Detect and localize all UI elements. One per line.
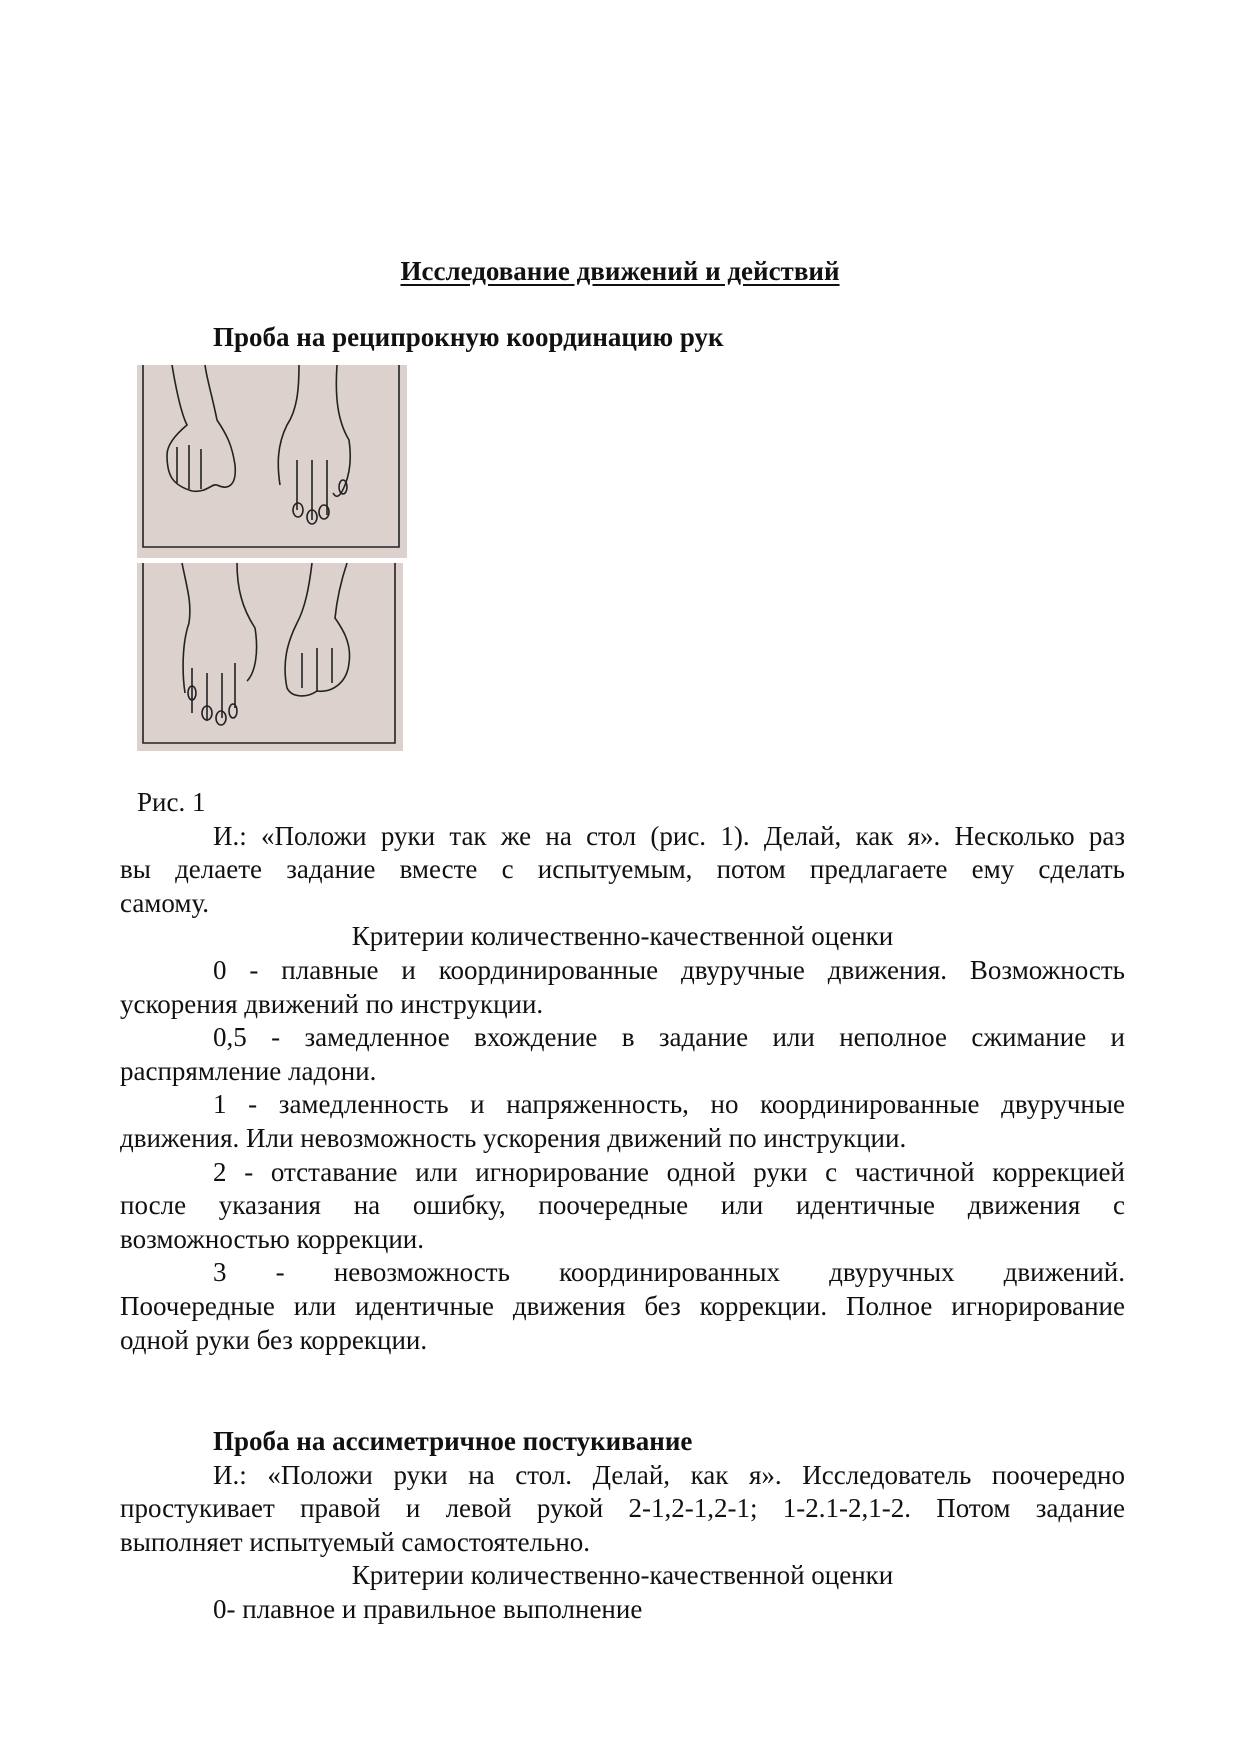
text-line: выполняет испытуемый самостоятельно. — [120, 1526, 591, 1557]
text-line: простукивает правой и левой рукой 2-1,2-1,2-1; 1-2.1-2,1-2. Потом задание — [120, 1493, 1125, 1524]
criteria-item — [120, 954, 1125, 1021]
text-line: 1 - замедленность и напряженность, но координированные двуручные — [213, 1089, 1125, 1120]
text-line: 3 - невозможность координированных двуручных движений. — [213, 1257, 1125, 1288]
criteria-item — [120, 1156, 1125, 1257]
text-line: 0,5 - замедленное вхождение в задание или неполное сжимание и — [213, 1022, 1125, 1053]
section-heading-reciprocal: Проба на реципрокную координацию рук — [213, 322, 724, 352]
criteria-item — [120, 1021, 1125, 1088]
criteria-item — [120, 1256, 1125, 1357]
instruction-paragraph — [120, 1459, 1125, 1560]
figure-caption: Рис. 1 — [137, 787, 206, 817]
document-title: Исследование движений и действий — [400, 256, 840, 286]
criteria-item — [120, 1593, 1125, 1627]
hands-figure-bottom — [137, 563, 403, 751]
text-line: самому. — [120, 887, 210, 918]
text-line: 0- плавное и правильное выполнение — [213, 1594, 643, 1625]
document-body — [120, 786, 1125, 1627]
text-line: распрямление ладони. — [120, 1055, 377, 1086]
text-line: ускорения движений по инструкции. — [120, 988, 544, 1019]
hands-illustration-fist-right — [137, 563, 403, 751]
text-line: 2 - отставание или игнорирование одной руки с частичной коррекцией — [213, 1156, 1125, 1187]
text-line: И.: «Положи руки так же на стол (рис. 1). Делай, как я». Несколько раз — [213, 820, 1125, 851]
criteria-heading: Критерии количественно-качественной оценки — [351, 1560, 894, 1591]
text-line: после указания на ошибку, поочередные или идентичные движения с — [120, 1190, 1125, 1221]
criteria-item — [120, 1088, 1125, 1155]
instruction-paragraph — [120, 820, 1125, 921]
section-heading-tapping: Проба на ассиметричное постукивание — [213, 1426, 693, 1457]
text-line: одной руки без коррекции. — [120, 1324, 428, 1355]
text-line: возможностью коррекции. — [120, 1223, 425, 1254]
text-line: Поочередные или идентичные движения без коррекции. Полное игнорирование — [120, 1290, 1125, 1321]
criteria-list — [120, 1593, 1125, 1627]
text-line: вы делаете задание вместе с испытуемым, потом предлагаете ему сделать — [120, 854, 1125, 885]
text-line: 0 - плавные и координированные двуручные движения. Возможность — [213, 954, 1125, 985]
text-line: И.: «Положи руки на стол. Делай, как я». Исследователь поочередно — [213, 1459, 1125, 1490]
criteria-list — [120, 954, 1125, 1357]
text-line: движения. Или невозможность ускорения движений по инструкции. — [120, 1122, 907, 1153]
hands-figure-top — [137, 365, 407, 558]
criteria-heading: Критерии количественно-качественной оценки — [351, 921, 894, 952]
hands-illustration-fist-left — [137, 365, 407, 558]
